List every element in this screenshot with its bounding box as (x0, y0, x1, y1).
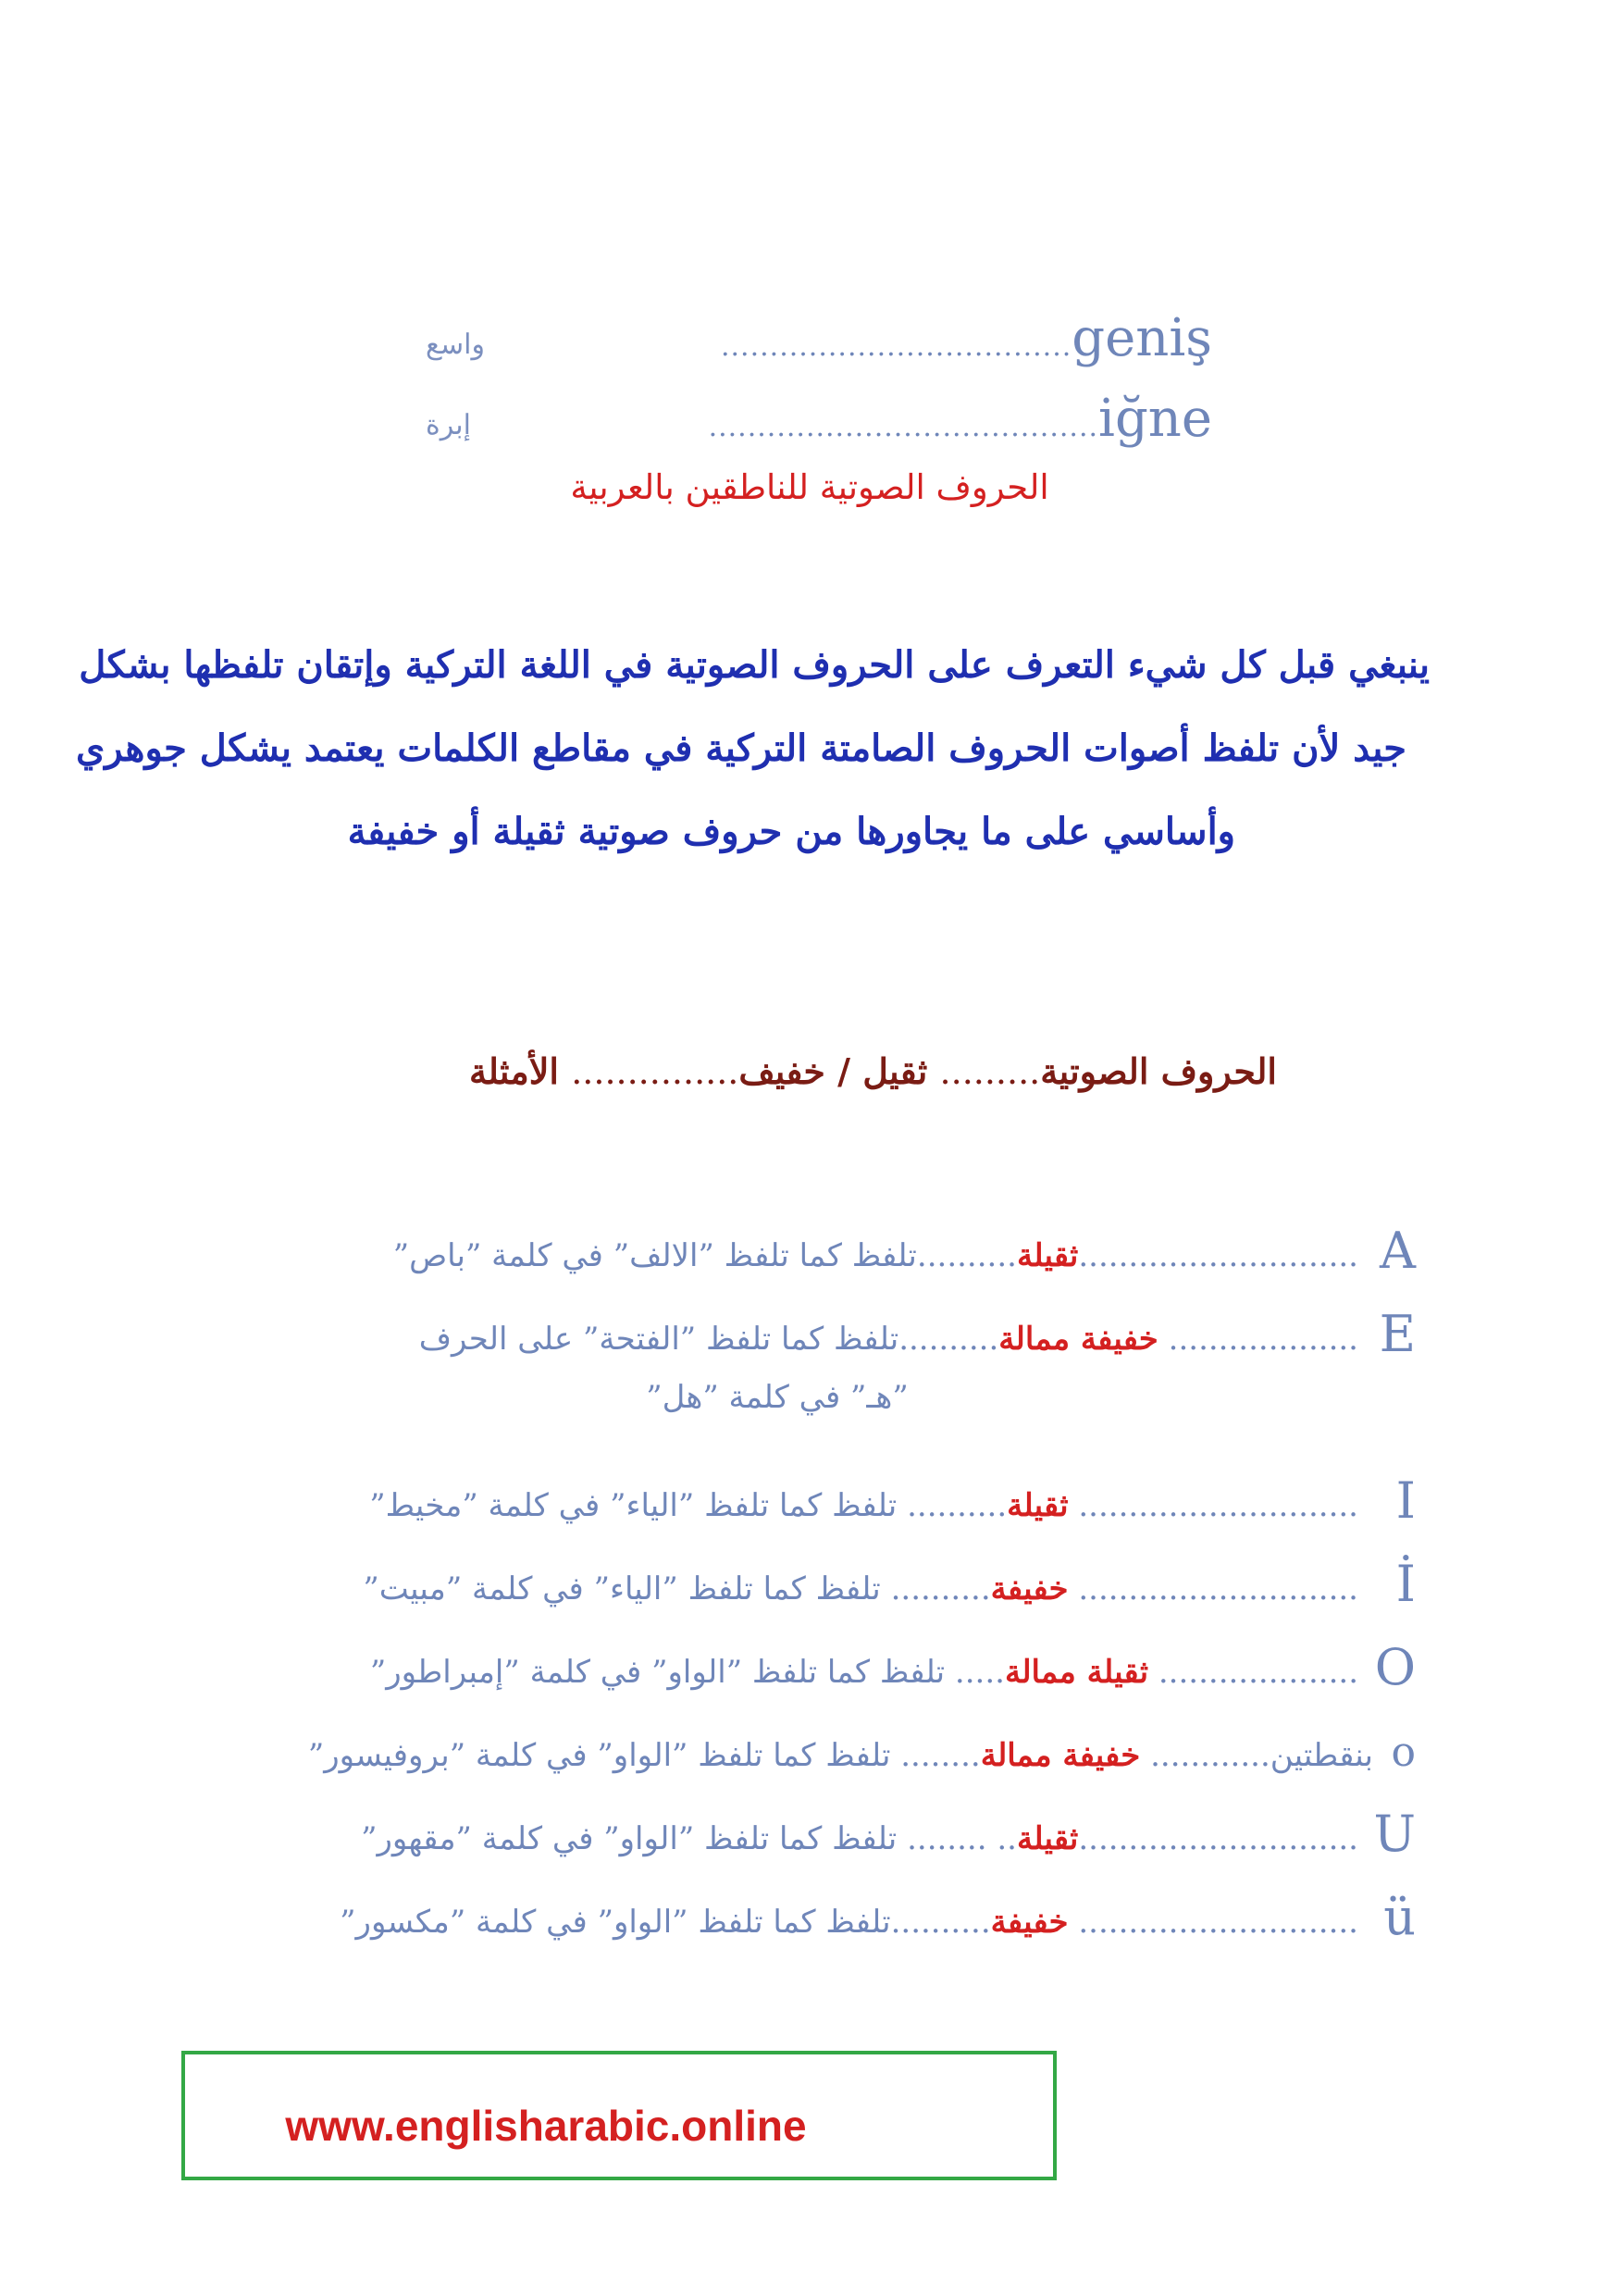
website-link[interactable]: www.englisharabic.online (285, 2102, 807, 2150)
vowel-row-o-umlaut (222, 1717, 1416, 1783)
vowel-row-e (222, 1300, 1416, 1367)
vowel-example: تلفظ كما تلفظ ”الياء” في كلمة ”مبيت” (363, 1570, 881, 1607)
vowel-e-continuation: ”هـ” في كلمة ”هل” (646, 1379, 909, 1416)
page-title: الحروف الصوتية للناطقين بالعربية (570, 467, 1049, 507)
vowel-description: ............................ثقيلة..........تلفظ كما تلفظ ”الالف” في كلمة ”باص” (392, 1237, 1358, 1274)
vowel-row-a (222, 1217, 1416, 1284)
vocab-line-igne (426, 375, 1212, 449)
vowel-letter: o (1391, 1729, 1416, 1776)
vowel-description: ............................ثقيلة.. ........ تلفظ كما تلفظ ”الواو” في كلمة ”مقهور” (361, 1820, 1358, 1857)
intro-line-2: جيد لأن تلفظ أصوات الحروف الصامتة التركية في مقاطع الكلمات يعتمد يشكل جوهري (76, 726, 1406, 770)
header-dots: ............... (571, 1051, 739, 1092)
intro-line-1: ينبغي قبل كل شيء التعرف على الحروف الصوتية في اللغة التركية وإتقان تلفظها بشكل (79, 643, 1430, 687)
vocab-translation: إبرة (426, 409, 471, 441)
vocab-word-text: geniş (1072, 308, 1212, 368)
vowel-example: تلفظ كما تلفظ ”الواو” في كلمة ”مكسور” (340, 1904, 891, 1941)
vowel-example: تلفظ كما تلفظ ”الياء” في كلمة ”مخيط” (369, 1487, 898, 1524)
intro-line-3: وأساسي على ما يجاورها من حروف صوتية ثقيلة أو خفيفة (347, 810, 1235, 853)
vowel-description: ................... خفيفة ممالة..........تلفظ كما تلفظ ”الفتحة” على الحرف (418, 1321, 1358, 1358)
vowel-row-u (222, 1800, 1416, 1867)
vocab-word (721, 308, 1212, 368)
vowel-kind: ثقيلة (1007, 1487, 1069, 1524)
header-heavy-light: ثقيل / خفيف (738, 1050, 928, 1092)
vowel-example: تلفظ كما تلفظ ”الواو” في كلمة ”مقهور” (361, 1820, 898, 1857)
vowel-row-i-dotted (222, 1550, 1416, 1617)
vowel-letter: E (1379, 1305, 1416, 1363)
vowel-example: تلفظ كما تلفظ ”الفتحة” على الحرف (418, 1321, 899, 1358)
vowel-kind: ثقيلة (1016, 1820, 1079, 1857)
vowel-example: تلفظ كما تلفظ ”الواو” في كلمة ”إمبراطور” (369, 1654, 946, 1691)
vowel-description: ............................ خفيفة.......... تلفظ كما تلفظ ”الياء” في كلمة ”مبيت” (363, 1570, 1358, 1607)
vocab-line-genis (426, 294, 1212, 368)
vowel-letter: ü (1383, 1888, 1416, 1946)
vowel-example: تلفظ كما تلفظ ”الواو” في كلمة ”بروفيسور” (307, 1737, 891, 1774)
header-examples: الأمثلة (468, 1050, 559, 1092)
header-dots: ......... (939, 1051, 1041, 1092)
vowel-letter: O (1374, 1638, 1416, 1696)
vowel-letter: İ (1395, 1555, 1416, 1613)
vowel-example: تلفظ كما تلفظ ”الالف” في كلمة ”باص” (392, 1237, 917, 1274)
vowel-letter: I (1395, 1471, 1416, 1530)
vowel-row-i-dotless (222, 1467, 1416, 1533)
vowel-description: .................... ثقيلة ممالة..... تلفظ كما تلفظ ”الواو” في كلمة ”إمبراطور” (369, 1654, 1358, 1691)
table-header (361, 1050, 1277, 1092)
vowel-row-o (222, 1633, 1416, 1700)
vowel-kind: ثقيلة (1016, 1237, 1079, 1274)
vocab-word (709, 389, 1212, 449)
vowel-row-u-umlaut (222, 1883, 1416, 1950)
vowel-kind: خفيفة ممالة (980, 1737, 1141, 1774)
header-vowels: الحروف الصوتية (1040, 1050, 1277, 1092)
vocab-dots: .................................... (720, 330, 1072, 363)
vowel-kind: خفيفة (990, 1570, 1069, 1607)
vowel-description: ............................ خفيفة..........تلفظ كما تلفظ ”الواو” في كلمة ”مكسور” (340, 1904, 1358, 1941)
vowel-kind: خفيفة (990, 1904, 1069, 1941)
vowel-description: ............................ ثقيلة.......... تلفظ كما تلفظ ”الياء” في كلمة ”مخيط” (369, 1487, 1358, 1524)
vowel-letter: U (1373, 1805, 1416, 1863)
vowel-kind: خفيفة ممالة (998, 1321, 1158, 1358)
vocab-dots: ........................................ (708, 411, 1099, 443)
vocab-translation: واسع (426, 329, 485, 361)
vowel-description: بنقطتين............ خفيفة ممالة........ تلفظ كما تلفظ ”الواو” في كلمة ”بروفيسور” (307, 1737, 1373, 1774)
website-box (181, 2051, 1057, 2180)
vowel-letter: A (1380, 1222, 1416, 1280)
vocab-word-text: iğne (1098, 389, 1212, 449)
vowel-kind: ثقيلة ممالة (1004, 1654, 1149, 1691)
